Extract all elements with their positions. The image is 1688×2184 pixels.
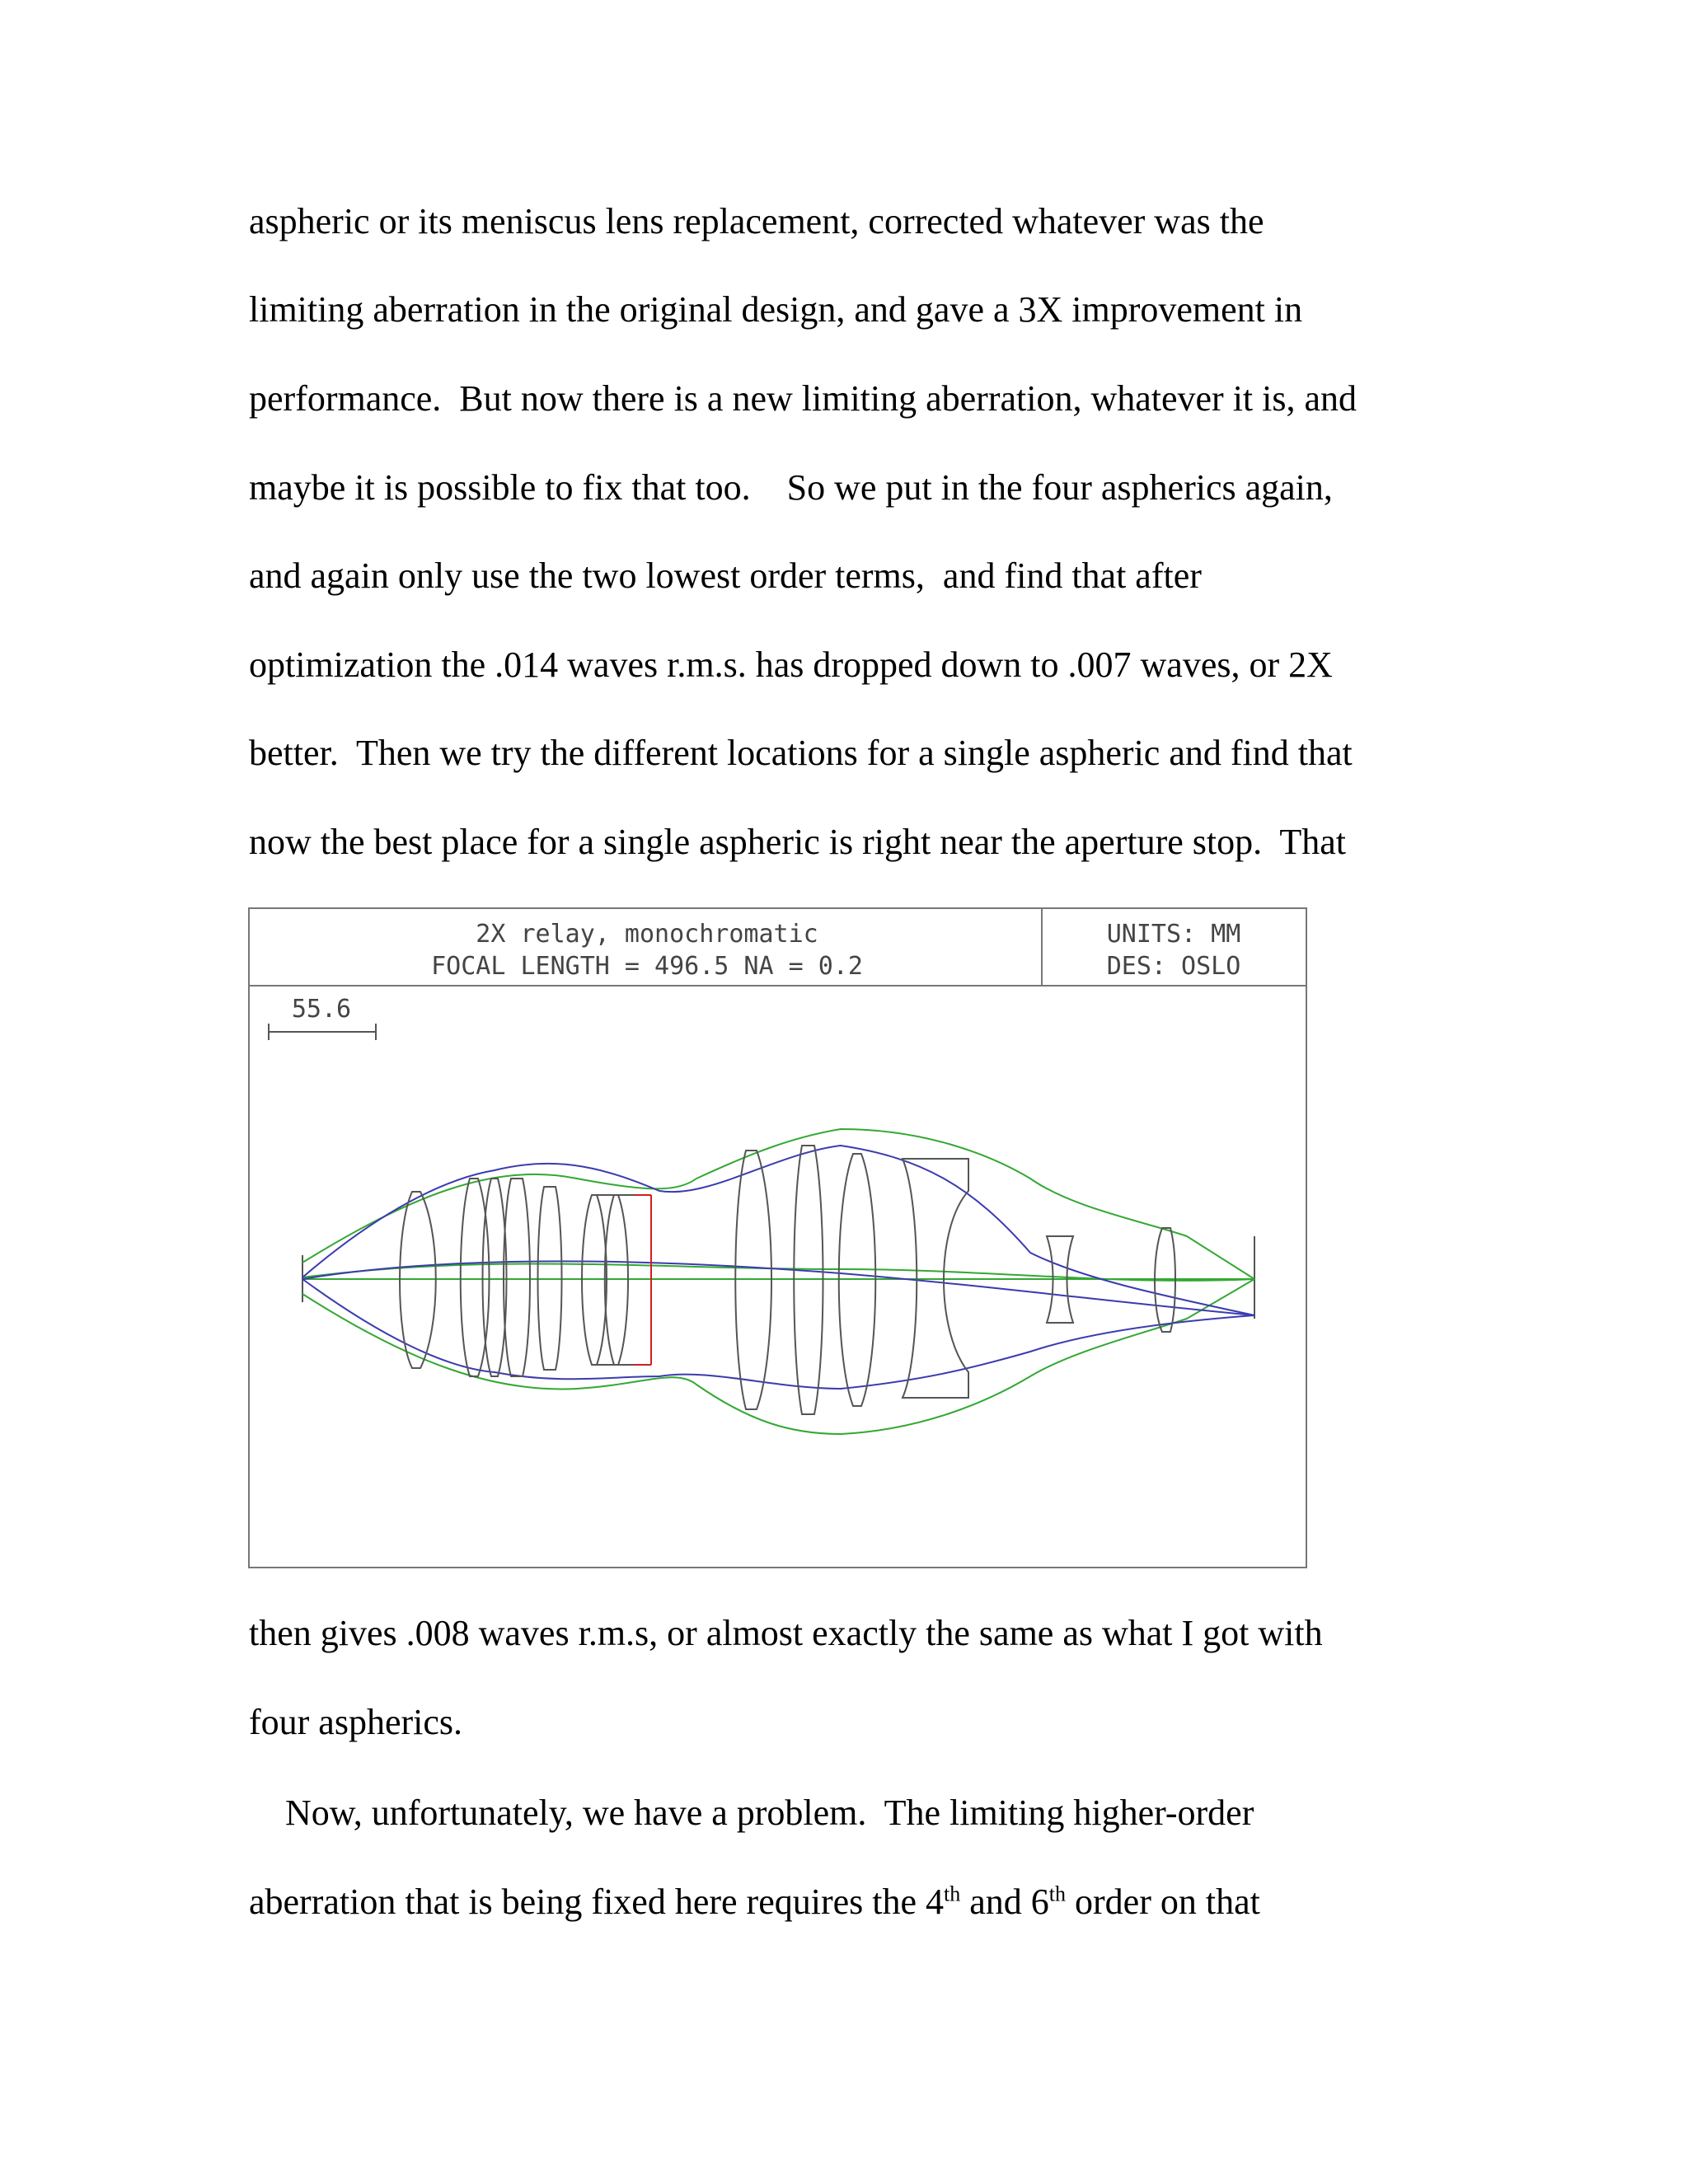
scale-bar [269,1024,376,1040]
figure-units: UNITS: MM [1106,920,1241,949]
text-line-12 [249,1884,1260,1920]
text-line-12-part1: aberration that is being fixed here requires the 4 [249,1882,945,1922]
ray-green-lower [302,1279,1254,1434]
text-line-5: and again only use the two lowest order terms, and find that after [249,555,1202,596]
superscript-th-2: th [1048,1882,1067,1906]
text-line-6: optimization the .014 waves r.m.s. has dropped down to .007 waves, or 2X [249,644,1333,685]
text-line-4: maybe it is possible to fix that too. So we put in the four aspherics again, [249,467,1333,508]
text-line-12-part3: order on that [1066,1882,1260,1922]
text-line-11: Now, unfortunately, we have a problem. The limiting higher-order [249,1793,1254,1833]
text-line-3: performance. But now there is a new limiting aberration, whatever it is, and [249,378,1357,419]
text-line-9: then gives .008 waves r.m.s, or almost exactly the same as what I got with [249,1613,1323,1653]
text-line-10: four aspherics. [249,1702,463,1742]
text-line-8: now the best place for a single aspheric is right near the aperture stop. That [249,822,1346,862]
ray-blue-upper [302,1146,1254,1315]
lens-2 [461,1179,490,1376]
ray-blue-chief [302,1261,1254,1315]
lens-4 [504,1179,530,1376]
superscript-th-1: th [944,1882,961,1906]
text-line-1: aspheric or its meniscus lens replacement, corrected whatever was the [249,201,1264,241]
text-line-7: better. Then we try the different locations for a single aspheric and find that [249,733,1353,773]
figure-focal-info: FOCAL LENGTH = 496.5 NA = 0.2 [431,952,863,981]
lens-layout-figure [247,907,1309,1572]
scale-label: 55.6 [291,995,352,1024]
text-line-12-part2: and 6 [960,1882,1049,1922]
ray-blue-lower [302,1279,1254,1389]
ray-green-chief [302,1263,1254,1280]
figure-designer: DES: OSLO [1106,952,1241,981]
figure-title: 2X relay, monochromatic [476,920,818,949]
figure-frame [249,908,1306,1568]
ray-green-upper [302,1129,1254,1279]
text-line-2: limiting aberration in the original design, and gave a 3X improvement in [249,289,1303,330]
